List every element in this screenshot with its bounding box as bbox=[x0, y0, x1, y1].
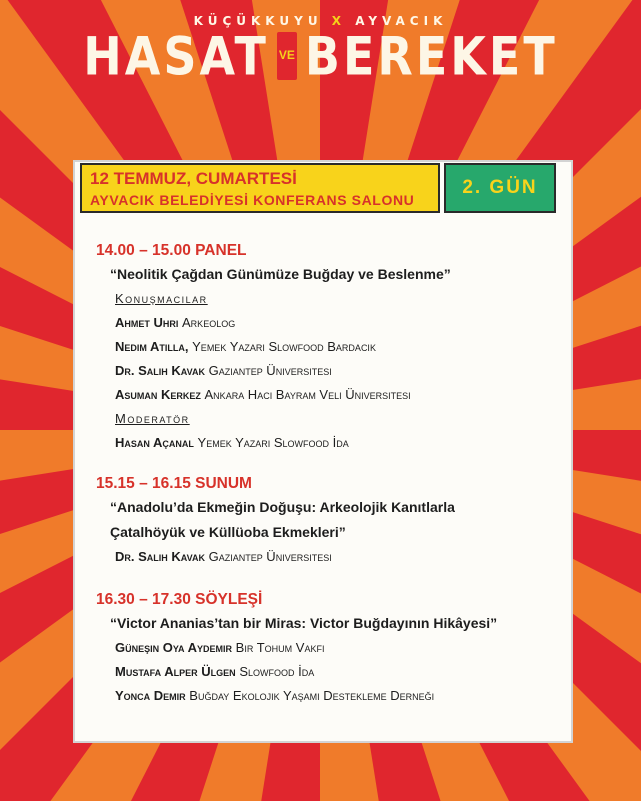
speaker-row bbox=[115, 359, 566, 383]
session-time: 15.15 – 16.15 SUNUM bbox=[96, 475, 252, 492]
speaker-affiliation: Gaziantep Üniversitesi bbox=[208, 363, 332, 378]
speaker-row bbox=[115, 545, 566, 569]
speaker-name: Güneşin Oya Aydemir bbox=[115, 640, 233, 655]
speaker-name: Nedim Atilla, bbox=[115, 339, 189, 354]
speaker-affiliation: Gaziantep Üniversitesi bbox=[208, 549, 332, 564]
speaker-affiliation: Yemek Yazarı Slowfood Bardacık bbox=[192, 339, 376, 354]
session-title: “Neolitik Çağdan Günümüze Buğday ve Beslenme” bbox=[110, 266, 451, 282]
event-venue: AYVACIK BELEDİYESİ KONFERANS SALONU bbox=[90, 192, 415, 208]
speaker-name: Dr. Salih Kavak bbox=[115, 549, 205, 564]
logo-badge: VE bbox=[277, 32, 297, 80]
speaker-name: Asuman Kerkez bbox=[115, 387, 201, 402]
speaker-row bbox=[115, 335, 566, 359]
speaker-name: Ahmet Uhri bbox=[115, 315, 179, 330]
speaker-row bbox=[115, 636, 566, 660]
speaker-name: Mustafa Alper Ülgen bbox=[115, 664, 236, 679]
moderator-affiliation: Yemek Yazarı Slowfood İda bbox=[197, 435, 349, 450]
session-title-line1: “Anadolu’da Ekmeğin Doğuşu: Arkeolojik Kanıtlarla bbox=[110, 499, 455, 515]
session-time: 14.00 – 15.00 PANEL bbox=[96, 242, 247, 259]
speaker-row bbox=[115, 311, 566, 335]
speaker-name: Dr. Salih Kavak bbox=[115, 363, 205, 378]
speaker-affiliation: Arkeolog bbox=[182, 315, 236, 330]
speaker-row bbox=[115, 660, 566, 684]
speaker-name: Yonca Demir bbox=[115, 688, 186, 703]
logo-word-hasat: HASAT bbox=[83, 24, 269, 88]
event-logo bbox=[0, 24, 641, 88]
session-time: 16.30 – 17.30 SÖYLEŞİ bbox=[96, 591, 263, 608]
speaker-affiliation: Bir Tohum Vakfı bbox=[235, 640, 325, 655]
date-box bbox=[80, 163, 440, 213]
moderator-label: Moderatör bbox=[115, 411, 190, 426]
subtitle-x: X bbox=[331, 14, 347, 28]
logo-word-bereket: BEREKET bbox=[304, 24, 558, 88]
session-title: “Victor Ananias’tan bir Miras: Victor Buğdayının Hikâyesi” bbox=[110, 615, 498, 631]
speaker-row bbox=[115, 684, 566, 708]
session-title-line2: Çatalhöyük ve Küllüoba Ekmekleri” bbox=[110, 524, 346, 540]
speaker-affiliation: Buğday Ekolojik Yaşamı Destekleme Derneği bbox=[189, 688, 435, 703]
day-badge: 2. GÜN bbox=[444, 163, 556, 213]
speaker-row bbox=[115, 383, 566, 407]
subtitle-left: KÜÇÜKKUYU bbox=[193, 14, 323, 28]
program-content bbox=[96, 240, 566, 708]
subtitle-right: AYVACIK bbox=[355, 14, 448, 28]
speaker-affiliation: Ankara Hacı Bayram Veli Üniversitesi bbox=[204, 387, 411, 402]
moderator-row bbox=[115, 431, 566, 455]
speakers-label: Konuşmacılar bbox=[115, 291, 208, 306]
event-date: 12 TEMMUZ, CUMARTESİ bbox=[90, 169, 297, 188]
moderator-name: Hasan Açanal bbox=[115, 435, 194, 450]
speaker-affiliation: Slowfood İda bbox=[239, 664, 315, 679]
event-header bbox=[0, 14, 641, 88]
